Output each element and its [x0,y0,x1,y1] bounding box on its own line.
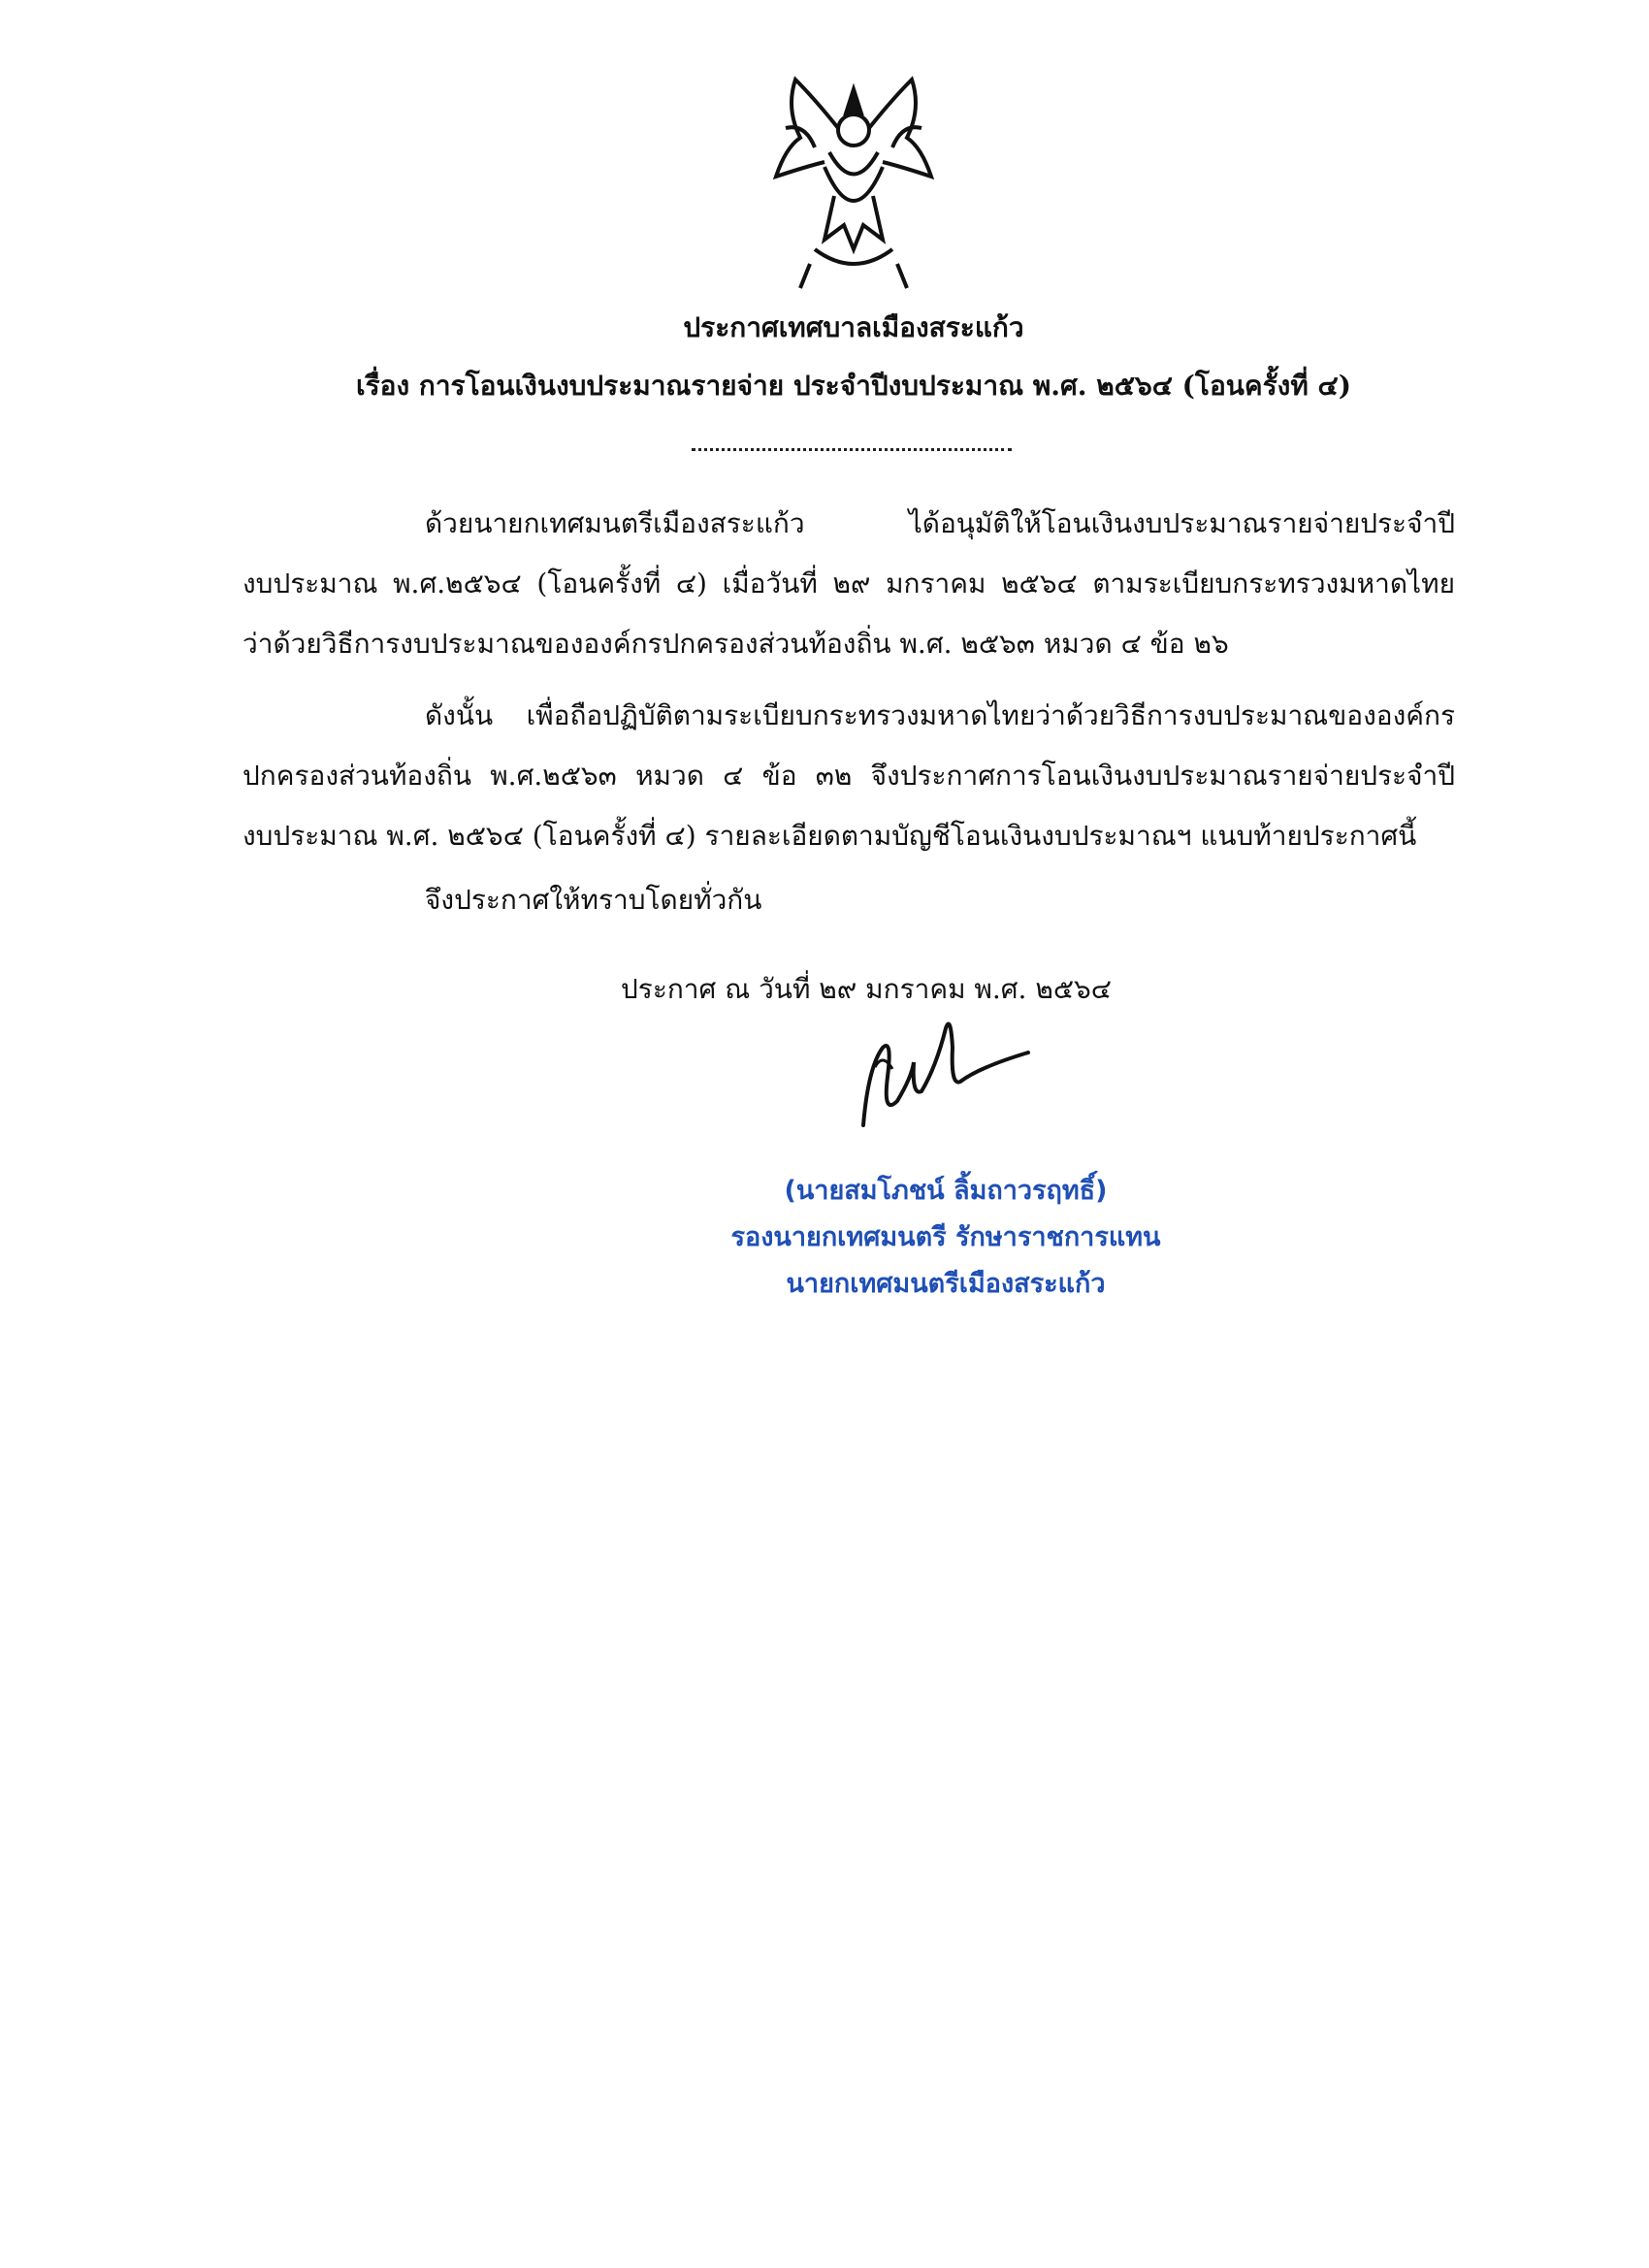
garuda-emblem-icon [757,70,951,293]
document-title: ประกาศเทศบาลเมืองสระแก้ว [683,311,1024,343]
signatory-name: (นายสมโภชน์ ลิ้มถาวรฤทธิ์) [784,1176,1108,1206]
handwritten-signature [854,1009,1038,1145]
signatory-position: รองนายกเทศมนตรี รักษาราชการแทน [730,1222,1161,1252]
announcement-date: ประกาศ ณ วันที่ ๒๙ มกราคม พ.ศ. ๒๕๖๔ [621,973,1112,1005]
dotted-divider [692,448,1012,451]
paragraph2-line1: ดังนั้น เพื่อถือปฏิบัติตามระเบียบกระทรวงมหาดไทยว่าด้วยวิธีการงบประมาณขององค์กร [425,699,1455,731]
paragraph1-line2: งบประมาณ พ.ศ.๒๕๖๔ (โอนครั้งที่ ๔) เมื่อวันที่ ๒๙ มกราคม ๒๕๖๔ ตามระเบียบกระทรวงมหาดไทย [242,567,1455,599]
paragraph1-line1: ด้วยนายกเทศมนตรีเมืองสระแก้ว ได้อนุมัติให้โอนเงินงบประมาณรายจ่ายประจำปี [425,507,1455,539]
paragraph1-line3: ว่าด้วยวิธีการงบประมาณขององค์กรปกครองส่วนท้องถิ่น พ.ศ. ๒๕๖๓ หมวด ๔ ข้อ ๒๖ [242,628,1229,660]
paragraph2-line2: ปกครองส่วนท้องถิ่น พ.ศ.๒๕๖๓ หมวด ๔ ข้อ ๓๒ จึงประกาศการโอนเงินงบประมาณรายจ่ายประจำปี [242,760,1455,792]
paragraph2-line3: งบประมาณ พ.ศ. ๒๕๖๔ (โอนครั้งที่ ๔) รายละเอียดตามบัญชีโอนเงินงบประมาณฯ แนบท้ายประกาศนี้ [242,820,1417,852]
signatory-organization: นายกเทศมนตรีเมืองสระแก้ว [786,1269,1106,1299]
document-subject: เรื่อง การโอนเงินงบประมาณรายจ่าย ประจำปีงบประมาณ พ.ศ. ๒๕๖๔ (โอนครั้งที่ ๔) [356,370,1351,402]
closing-statement: จึงประกาศให้ทราบโดยทั่วกัน [425,884,762,916]
